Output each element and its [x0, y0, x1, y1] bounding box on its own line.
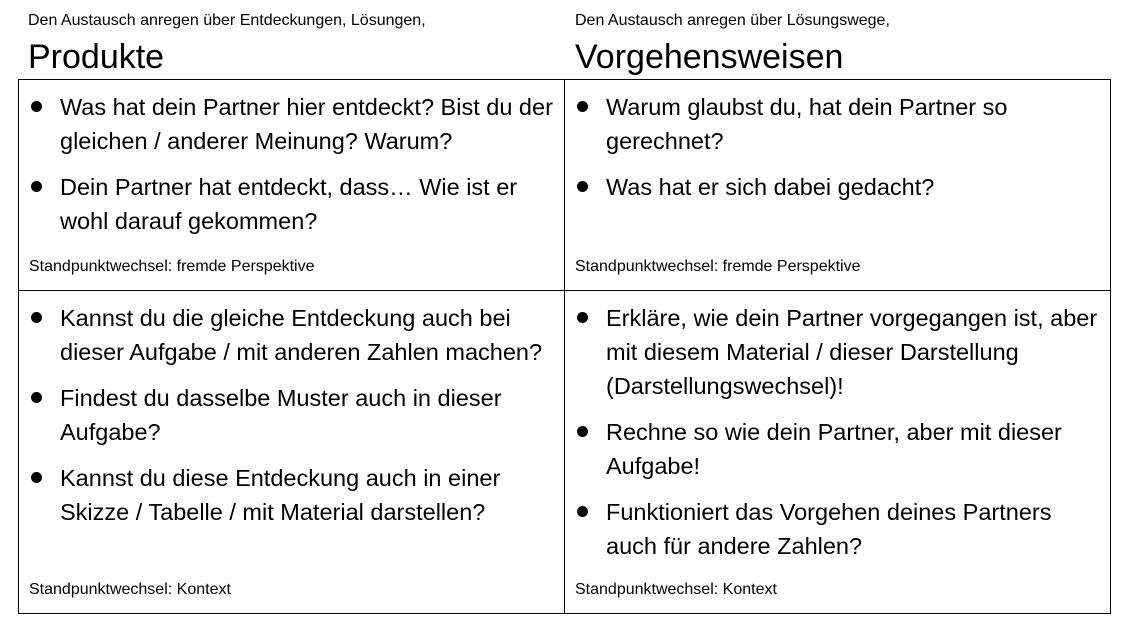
question-text: Rechne so wie dein Partner, aber mit dieser Aufgabe!: [606, 419, 1062, 479]
bullet-icon: [577, 506, 588, 517]
cell-top-right: [565, 80, 1110, 291]
question-list: [29, 90, 556, 238]
bullet-icon: [577, 101, 588, 112]
list-item: [575, 301, 1102, 403]
question-text: Kannst du die gleiche Entdeckung auch bei dieser Aufgabe / mit anderen Zahlen machen?: [60, 305, 543, 365]
bullet-icon: [577, 426, 588, 437]
cell-bottom-left: [19, 291, 565, 613]
bullet-icon: [31, 181, 42, 192]
list-item: [29, 381, 556, 449]
list-item: [575, 415, 1102, 483]
list-item: [29, 170, 556, 238]
list-item: [29, 90, 556, 158]
question-text: Funktioniert das Vorgehen deines Partners auch für andere Zahlen?: [606, 499, 1052, 559]
bullet-icon: [31, 101, 42, 112]
bullet-icon: [31, 312, 42, 323]
perspective-label: Standpunktwechsel: fremde Perspektive: [575, 258, 861, 275]
question-text: Was hat dein Partner hier entdeckt? Bist du der gleichen / anderer Meinung? Warum?: [60, 94, 553, 154]
column-header-produkte: [28, 0, 568, 77]
list-item: [575, 495, 1102, 563]
column-title: Produkte: [28, 38, 165, 76]
column-title: Vorgehensweisen: [575, 38, 844, 76]
column-header-vorgehensweisen: [575, 0, 1115, 77]
perspective-label: Standpunktwechsel: Kontext: [575, 581, 777, 598]
perspective-label: Standpunktwechsel: Kontext: [29, 581, 231, 598]
cell-bottom-right: [565, 291, 1110, 613]
question-list: [29, 301, 556, 529]
bullet-icon: [31, 392, 42, 403]
list-item: [29, 461, 556, 529]
question-text: Erkläre, wie dein Partner vorgegangen ist, aber mit diesem Material / dieser Darstellung (Darstellungswechsel)!: [606, 305, 1098, 399]
question-table: [18, 79, 1111, 614]
column-subtitle: Den Austausch anregen über Lösungswege,: [575, 12, 890, 29]
perspective-label: Standpunktwechsel: fremde Perspektive: [29, 258, 315, 275]
question-text: Findest du dasselbe Muster auch in dieser Aufgabe?: [60, 385, 502, 445]
question-text: Warum glaubst du, hat dein Partner so gerechnet?: [606, 94, 1008, 154]
column-subtitle: Den Austausch anregen über Entdeckungen, Lösungen,: [28, 12, 426, 29]
question-list: [575, 90, 1102, 204]
question-text: Was hat er sich dabei gedacht?: [606, 174, 935, 200]
question-text: Kannst du diese Entdeckung auch in einer Skizze / Tabelle / mit Material darstellen?: [60, 465, 501, 525]
list-item: [575, 170, 1102, 204]
question-list: [575, 301, 1102, 563]
bullet-icon: [577, 181, 588, 192]
question-text: Dein Partner hat entdeckt, dass… Wie ist er wohl darauf gekommen?: [60, 174, 518, 234]
list-item: [29, 301, 556, 369]
list-item: [575, 90, 1102, 158]
bullet-icon: [31, 472, 42, 483]
cell-top-left: [19, 80, 565, 291]
bullet-icon: [577, 312, 588, 323]
